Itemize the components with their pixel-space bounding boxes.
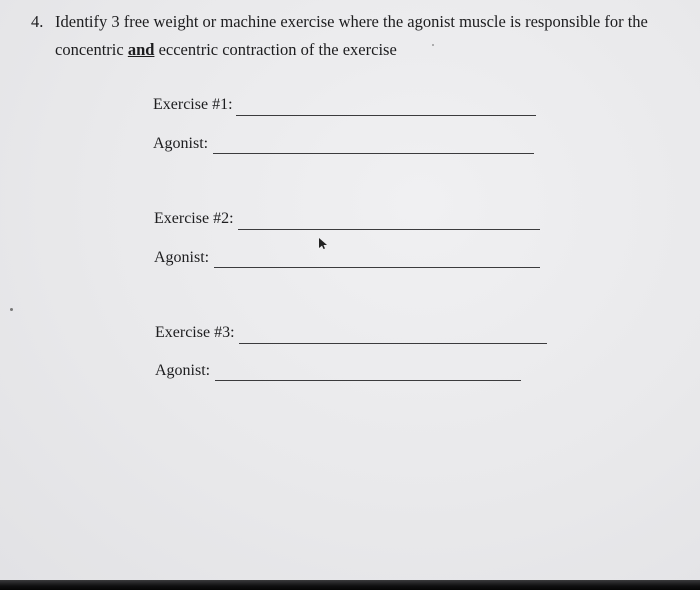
mouse-pointer-icon [317,237,329,249]
exercise-3-field[interactable] [155,324,235,342]
exercise-1-answer-line[interactable] [236,115,536,116]
screen-bottom-edge [0,580,700,590]
agonist-1-field[interactable] [153,135,208,153]
paper-speck [432,44,434,46]
agonist-3-answer-line[interactable] [215,380,521,381]
exercise-3-answer-line[interactable] [239,343,547,344]
agonist-1-label: Agonist: [153,135,209,152]
agonist-3-field[interactable] [155,362,210,380]
exercise-1-field[interactable] [153,96,233,114]
question-number: 4. [31,12,44,31]
paper-speck [10,308,13,311]
exercise-2-answer-line[interactable] [238,229,540,230]
exercise-2-field[interactable] [154,210,234,228]
agonist-1-answer-line[interactable] [213,153,534,154]
exercise-3-label: Exercise #3: [155,324,235,341]
question-text-after: eccentric contraction of the exercise [158,40,397,59]
exercise-1-label: Exercise #1: [153,96,233,113]
question-text-line-1: Identify 3 free weight or machine exercise where the agonist muscle is responsible for the [55,12,648,31]
exercise-2-label: Exercise #2: [154,210,234,227]
question-text-before: concentric [55,40,124,59]
question-line-1 [31,8,671,36]
agonist-2-label: Agonist: [154,249,210,266]
agonist-2-answer-line[interactable] [214,267,540,268]
agonist-2-field[interactable] [154,249,209,267]
question-4 [31,8,671,64]
agonist-3-label: Agonist: [155,362,211,379]
question-line-2 [31,36,671,64]
question-emphasis-and: and [127,40,155,59]
